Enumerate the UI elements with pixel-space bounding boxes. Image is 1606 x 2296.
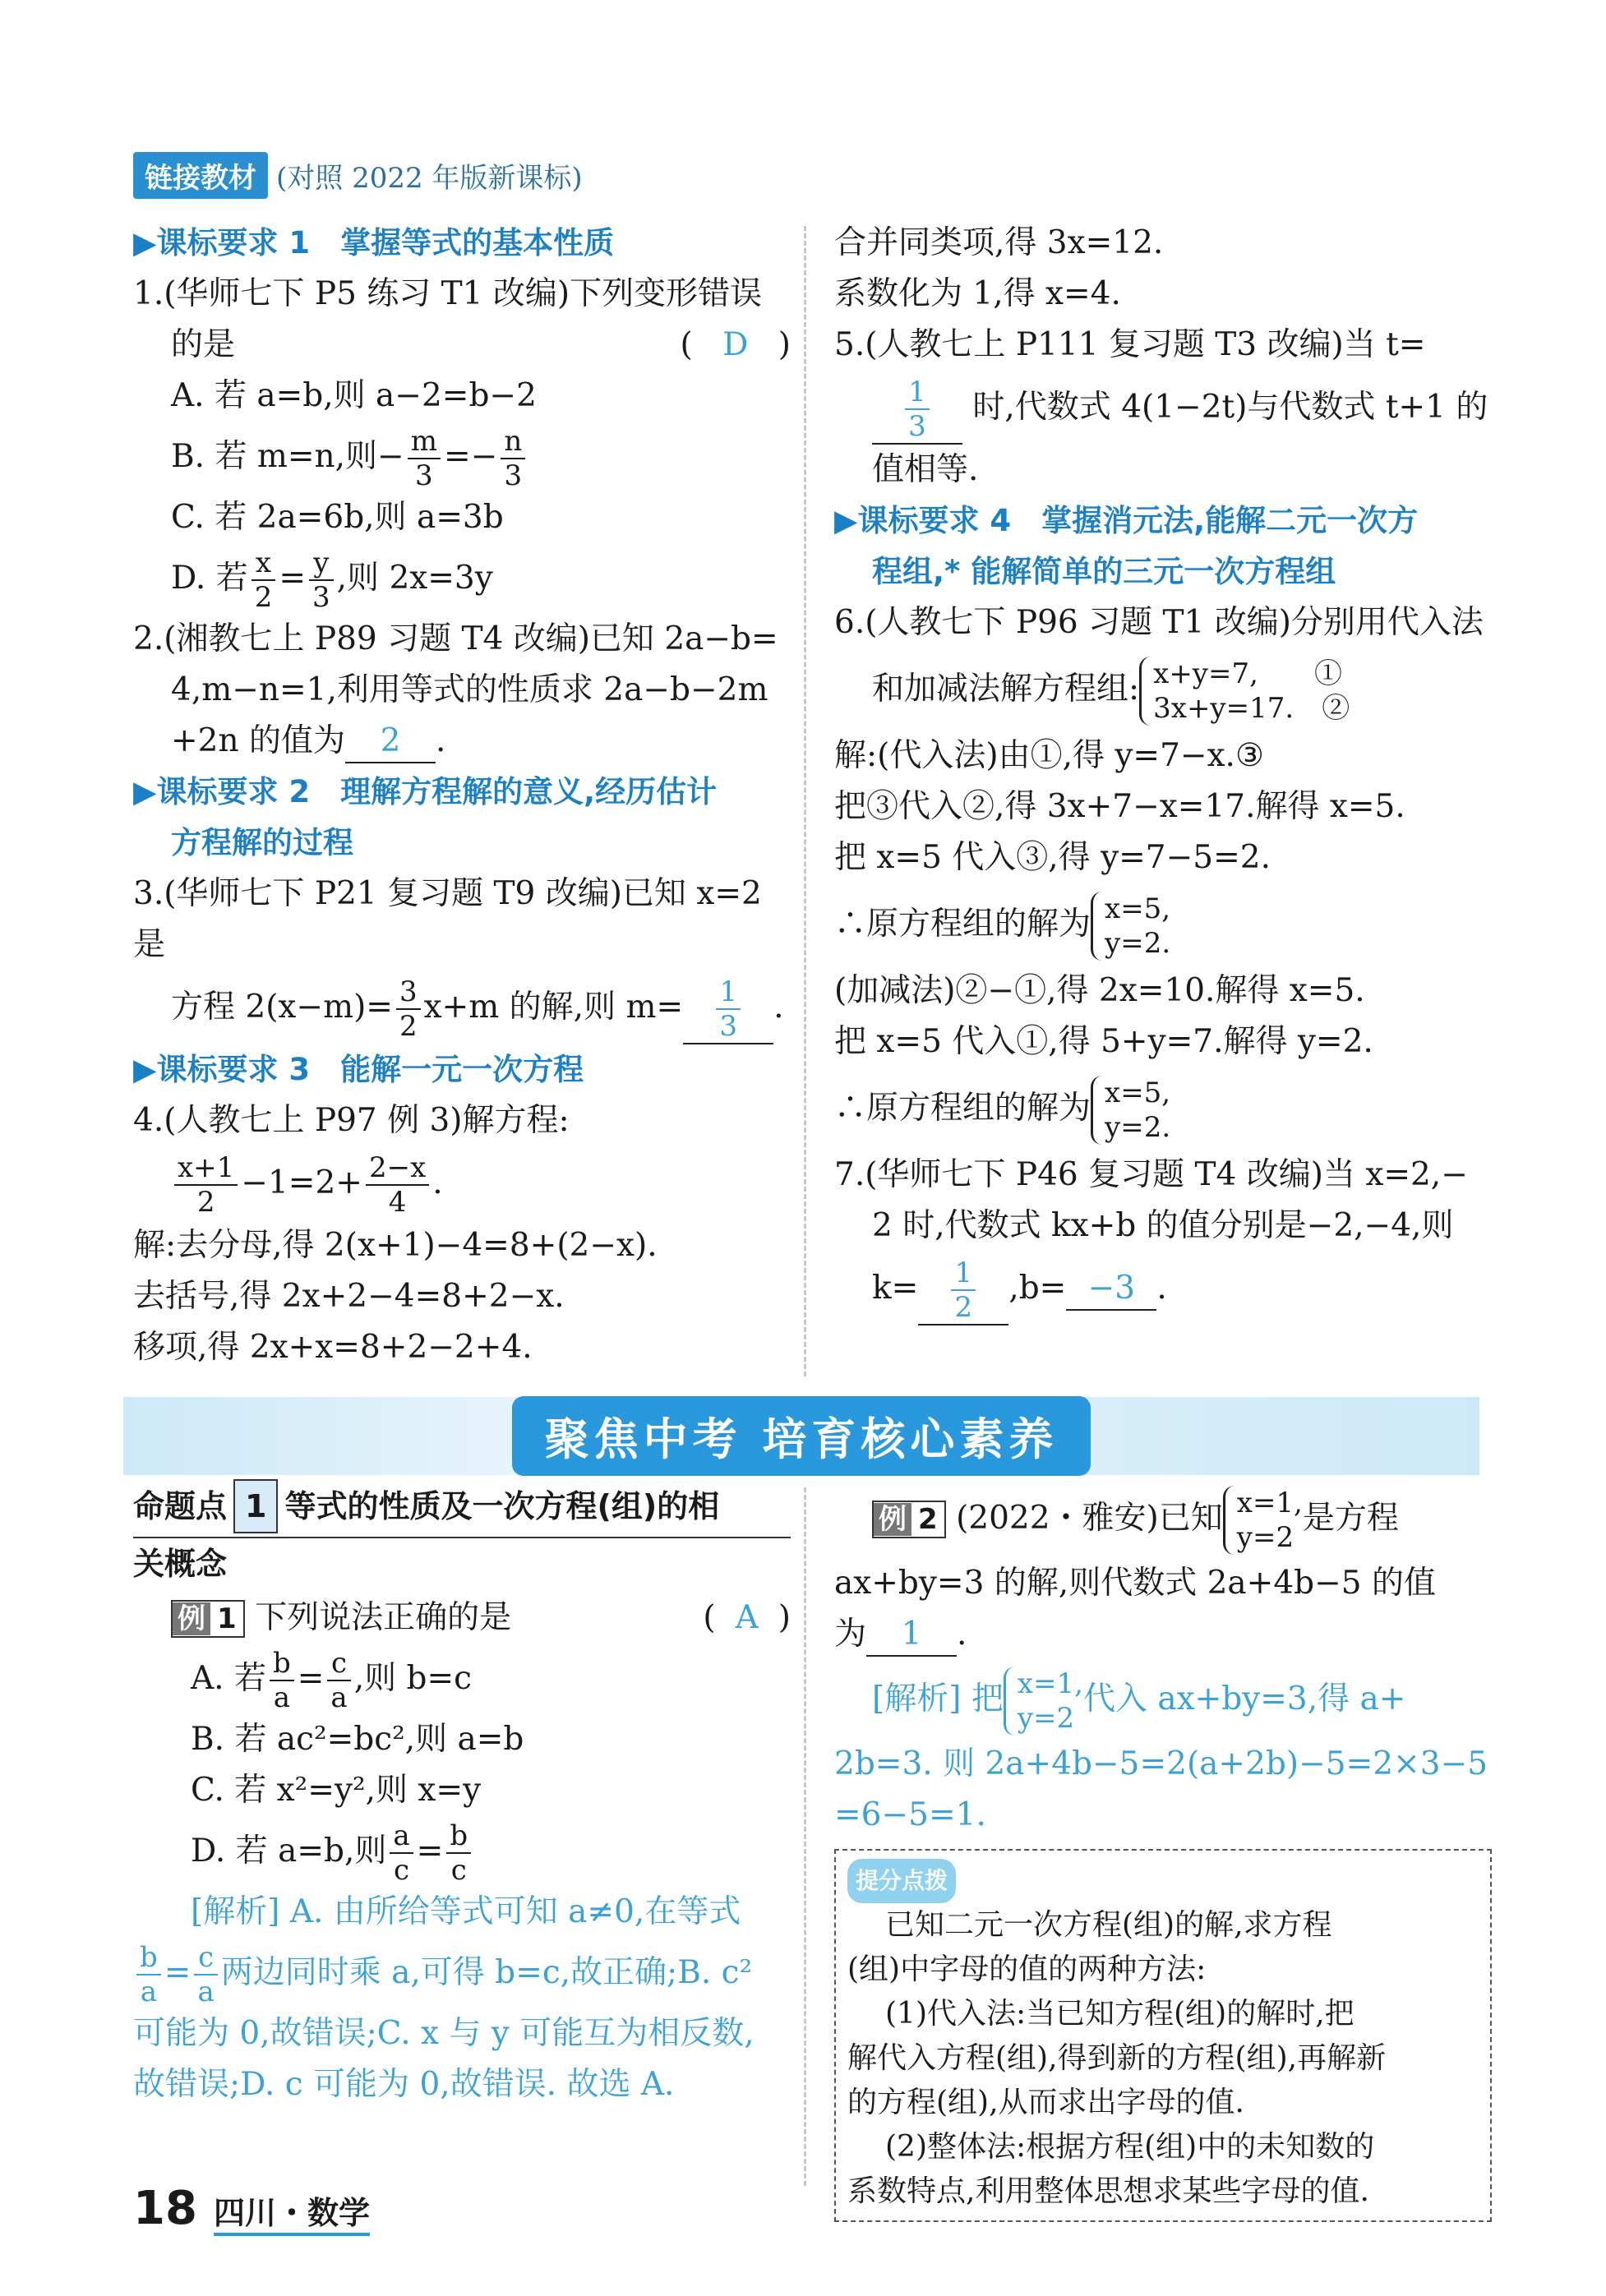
fraction-c-a xyxy=(194,1941,217,2008)
numerator: 3 xyxy=(396,975,421,1010)
option-a-post: ,则 b=c xyxy=(353,1660,472,1697)
example-2-system xyxy=(1223,1486,1303,1555)
denominator: c xyxy=(393,1854,410,1887)
question-2-line-2: 4,m−n=1,利用等式的性质求 2a−b−2m xyxy=(171,671,768,708)
solution-x: x=5, xyxy=(1105,892,1171,925)
question-7-b-answer: −3 xyxy=(1066,1268,1156,1311)
system-x: x=1, xyxy=(1017,1667,1083,1700)
denominator: 3 xyxy=(504,459,523,492)
example-2-text-3: 为 xyxy=(834,1616,867,1653)
solution-y: y=2. xyxy=(1105,927,1171,960)
textbook-link-tag: 链接教材 xyxy=(133,152,268,199)
question-1-stem-text: 的是 xyxy=(171,326,236,363)
example-char: 例 xyxy=(874,1503,911,1536)
numerator: c xyxy=(327,1647,350,1681)
answer-fraction xyxy=(905,376,930,443)
paren-open: ( xyxy=(703,1599,716,1636)
denominator: 4 xyxy=(388,1186,407,1219)
analysis-text: 两边同时乘 a,可得 b=c,故正确;B. c² xyxy=(220,1954,753,1991)
example-1-analysis-line-2 xyxy=(133,1938,791,2008)
question-5-text: 时,代数式 4(1−2t)与代数式 t+1 的 xyxy=(972,389,1488,426)
numerator: a xyxy=(390,1819,413,1854)
example-1-label xyxy=(171,1600,245,1638)
example-1-text: 下列说法正确的是 xyxy=(255,1599,512,1636)
denominator: 2 xyxy=(954,1291,973,1324)
denominator: c xyxy=(450,1854,467,1887)
question-6-line-1: 6.(人教七下 P96 习题 T1 改编)分别用代入法 xyxy=(834,604,1484,641)
denominator: a xyxy=(197,1976,215,2008)
example-2-line-3 xyxy=(834,1609,1492,1660)
tip-title: 提分点拨 xyxy=(847,1859,956,1903)
topic-heading xyxy=(133,1479,791,1538)
example-1-answer: A xyxy=(735,1599,759,1636)
equation-1: x+y=7, ① xyxy=(1153,657,1342,690)
system-x: x=1, xyxy=(1236,1487,1303,1519)
question-5-answer xyxy=(872,376,962,445)
fraction-b-a xyxy=(136,1941,161,2008)
section-banner xyxy=(123,1397,1479,1475)
denominator: 3 xyxy=(312,581,330,614)
denominator: 2 xyxy=(254,581,273,614)
question-4-step-1: 解:去分母,得 2(x+1)−4=8+(2−x). xyxy=(133,1227,658,1264)
answer-fraction xyxy=(716,975,741,1043)
requirement-2-line-2: 方程解的过程 xyxy=(171,825,353,860)
paren-close: ) xyxy=(778,1599,791,1636)
question-6-step-6: 把 x=5 代入①,得 5+y=7.解得 y=2. xyxy=(834,1023,1373,1060)
paren-open: ( xyxy=(680,326,693,363)
example-2-analysis-line-1 xyxy=(834,1660,1492,1739)
numerator: c xyxy=(194,1941,217,1976)
question-6-line-2 xyxy=(834,648,1492,731)
system-y: y=2 xyxy=(1017,1702,1075,1735)
topic-title: 等式的性质及一次方程(组)的相 xyxy=(284,1488,720,1524)
question-7-k-answer xyxy=(918,1256,1008,1326)
numerator: 1 xyxy=(905,376,930,410)
tip-line-7: 系数特点,利用整体思想求某些字母的值. xyxy=(847,2174,1369,2208)
numerator: y xyxy=(309,546,334,581)
right-column xyxy=(834,218,1492,1326)
question-2-line-3 xyxy=(133,716,791,767)
example-2-text-2: 是方程 xyxy=(1302,1500,1399,1537)
question-4-step-4: 合并同类项,得 3x=12. xyxy=(834,224,1164,261)
example-1-analysis-line-3: 可能为 0,故错误;C. x 与 y 可能互为相反数, xyxy=(133,2015,755,2052)
example-1-analysis-line-1: [解析] A. 由所给等式可知 a≠0,在等式 xyxy=(191,1893,741,1930)
tip-line-4: 解代入方程(组),得到新的方程(组),再解新 xyxy=(847,2041,1387,2075)
question-1-option-b xyxy=(133,422,791,492)
equation-mid: −1=2+ xyxy=(241,1164,362,1201)
option-a-prefix: A. 若 xyxy=(191,1660,266,1697)
example-1-option-c: C. 若 x²=y²,则 x=y xyxy=(191,1772,482,1809)
numerator: n xyxy=(501,425,525,459)
analysis-system xyxy=(1004,1667,1083,1736)
equals: = xyxy=(297,1660,325,1697)
numerator: 1 xyxy=(951,1256,976,1291)
equation-system xyxy=(1139,657,1350,726)
paren-close: ) xyxy=(778,326,791,363)
fraction-3-2 xyxy=(396,975,421,1043)
question-7-line-1: 7.(华师七下 P46 复习题 T4 改编)当 x=2,− xyxy=(834,1156,1468,1193)
question-7-line-2: 2 时,代数式 kx+b 的值分别是−2,−4,则 xyxy=(872,1207,1454,1244)
example-1-option-a xyxy=(133,1644,791,1714)
requirement-4-line-2: 程组,* 能解简单的三元一次方程组 xyxy=(872,554,1336,589)
period: . xyxy=(773,989,784,1026)
denominator: 3 xyxy=(415,459,433,492)
solution-text: ∴原方程组的解为 xyxy=(834,1090,1091,1127)
page-subject: 四川・数学 xyxy=(214,2188,370,2236)
example-1-stem xyxy=(133,1593,791,1644)
question-6-step-3: 把 x=5 代入③,得 y=7−5=2. xyxy=(834,839,1271,876)
option-d-prefix: D. 若 xyxy=(171,560,248,597)
numerator: 2−x xyxy=(366,1151,429,1186)
question-3-answer xyxy=(683,975,773,1044)
question-7-line-3 xyxy=(834,1252,1492,1326)
requirement-2-line-1: ▶课标要求 2 理解方程解的意义,经历估计 xyxy=(133,774,718,809)
analysis-prefix: [解析] 把 xyxy=(872,1681,1004,1717)
numerator: 1 xyxy=(716,975,741,1010)
column-divider xyxy=(804,226,806,1376)
fraction-x+1-2 xyxy=(174,1151,238,1219)
question-2-answer: 2 xyxy=(345,721,436,763)
denominator: 3 xyxy=(908,410,926,443)
answer-fraction xyxy=(951,1256,976,1324)
option-b-prefix: B. 若 m=n,则− xyxy=(171,438,404,475)
question-3-text-2: x+m 的解,则 m= xyxy=(423,989,684,1026)
period: . xyxy=(1156,1270,1167,1307)
period: . xyxy=(957,1616,967,1653)
question-1-option-a: A. 若 a=b,则 a−2=b−2 xyxy=(171,377,537,414)
k-label: k= xyxy=(872,1270,919,1307)
question-2-line-1: 2.(湘教七上 P89 习题 T4 改编)已知 2a−b= xyxy=(133,620,778,657)
question-6-step-5: (加减法)②−①,得 2x=10.解得 x=5. xyxy=(834,972,1365,1009)
tip-line-5: 的方程(组),从而求出字母的值. xyxy=(847,2086,1244,2119)
option-b-mid: =− xyxy=(443,438,498,475)
topic-prefix: 命题点 xyxy=(133,1488,228,1524)
question-1-answer-slot xyxy=(680,320,791,371)
option-d-post: ,则 2x=3y xyxy=(336,560,493,597)
example-2-answer: 1 xyxy=(866,1614,957,1657)
fraction-2-x-4 xyxy=(366,1151,429,1219)
question-6-solution-2 xyxy=(834,1067,1492,1150)
denominator: 2 xyxy=(399,1010,418,1043)
question-1-stem-cont xyxy=(133,320,791,371)
question-4-step-3: 移项,得 2x+x=8+2−2+4. xyxy=(133,1329,533,1366)
solution-system xyxy=(1091,892,1170,961)
question-4-line-1: 4.(人教七上 P97 例 3)解方程: xyxy=(133,1102,570,1139)
example-number: 1 xyxy=(217,1602,237,1635)
requirement-3: ▶课标要求 3 能解一元一次方程 xyxy=(133,1052,584,1087)
numerator: x xyxy=(252,546,276,581)
question-5-line-2 xyxy=(834,371,1492,445)
fraction-b-c xyxy=(446,1819,471,1887)
question-1-option-d xyxy=(133,543,791,614)
question-5-line-1: 5.(人教七上 P111 复习题 T3 改编)当 t= xyxy=(834,326,1426,363)
tip-line-1: 已知二元一次方程(组)的解,求方程 xyxy=(885,1908,1332,1942)
example-1-answer-slot xyxy=(703,1593,791,1644)
analysis-text: 代入 ax+by=3,得 a+ xyxy=(1082,1681,1406,1717)
equals: = xyxy=(416,1833,444,1870)
numerator: b xyxy=(446,1819,471,1854)
denominator: a xyxy=(273,1681,290,1714)
example-2-analysis-line-3: =6−5=1. xyxy=(834,1796,986,1833)
textbook-link-note: (对照 2022 年版新课标) xyxy=(276,161,583,195)
system-y: y=2 xyxy=(1236,1521,1294,1554)
question-6-step-2: 把③代入②,得 3x+7−x=17.解得 x=5. xyxy=(834,788,1405,825)
example-2-label xyxy=(872,1501,946,1538)
fraction-y-3 xyxy=(309,546,334,614)
column-divider-bottom xyxy=(804,1487,806,2186)
denominator: a xyxy=(330,1681,348,1714)
fraction-x-2 xyxy=(252,546,276,614)
section-banner-title: 聚焦中考 培育核心素养 xyxy=(512,1396,1091,1476)
example-2-analysis-line-2: 2b=3. 则 2a+4b−5=2(a+2b)−5=2×3−5 xyxy=(834,1745,1488,1782)
page-number: 18 xyxy=(133,2182,197,2235)
fraction-c-a xyxy=(327,1647,350,1714)
denominator: 3 xyxy=(719,1010,737,1043)
solution-y: y=2. xyxy=(1105,1111,1171,1144)
solution-x: x=5, xyxy=(1105,1077,1171,1109)
question-3-line-1: 3.(华师七下 P21 复习题 T9 改编)已知 x=2 是 xyxy=(133,875,762,963)
option-d-mid: = xyxy=(279,560,307,597)
requirement-4-line-1: ▶课标要求 4 掌握消元法,能解二元一次方 xyxy=(834,503,1419,538)
option-d-prefix: D. 若 a=b,则 xyxy=(191,1833,387,1870)
example-char: 例 xyxy=(173,1602,210,1635)
topic-heading-cont: 关概念 xyxy=(133,1546,228,1582)
question-6-step-1: 解:(代入法)由①,得 y=7−x.③ xyxy=(834,737,1264,774)
equation-2: 3x+y=17. ② xyxy=(1153,692,1350,725)
question-4-step-5: 系数化为 1,得 x=4. xyxy=(834,275,1121,312)
question-1-option-c: C. 若 2a=6b,则 a=3b xyxy=(171,499,504,536)
question-4-step-2: 去括号,得 2x+2−4=8+2−x. xyxy=(133,1278,565,1315)
textbook-link-header xyxy=(133,154,583,196)
tip-box xyxy=(834,1849,1492,2222)
period: . xyxy=(432,1164,443,1201)
requirement-1: ▶课标要求 1 掌握等式的基本性质 xyxy=(133,225,615,260)
numerator: m xyxy=(408,425,441,459)
fraction-a-c xyxy=(390,1819,413,1887)
fraction-m-3 xyxy=(408,425,441,492)
question-5-line-3: 值相等. xyxy=(872,451,979,488)
example-2-stem xyxy=(834,1479,1492,1558)
example-1-analysis-line-4: 故错误;D. c 可能为 0,故错误. 故选 A. xyxy=(133,2066,675,2103)
solution-system xyxy=(1091,1076,1170,1145)
numerator: x+1 xyxy=(174,1151,238,1186)
question-3-line-2 xyxy=(133,970,791,1044)
denominator: a xyxy=(140,1976,158,2008)
bottom-left-column xyxy=(133,1479,791,2110)
bottom-right-column xyxy=(834,1479,1492,2222)
solution-text: ∴原方程组的解为 xyxy=(834,906,1091,943)
page-footer xyxy=(133,2182,370,2236)
left-column xyxy=(133,218,791,1373)
topic-number: 1 xyxy=(233,1479,278,1533)
question-1-stem: 1.(华师七下 P5 练习 T1 改编)下列变形错误 xyxy=(133,275,763,312)
tip-line-6: (2)整体法:根据方程(组)中的未知数的 xyxy=(885,2130,1375,2164)
question-6-solution-1 xyxy=(834,883,1492,966)
numerator: b xyxy=(136,1941,161,1976)
question-1-answer: D xyxy=(722,326,749,363)
question-6-text: 和加减法解方程组: xyxy=(872,671,1140,708)
question-2-text: +2n 的值为 xyxy=(171,722,346,759)
denominator: 2 xyxy=(196,1186,215,1219)
b-label: ,b= xyxy=(1008,1270,1067,1307)
question-4-equation xyxy=(133,1146,791,1220)
example-1-option-d xyxy=(133,1816,791,1887)
period: . xyxy=(436,722,446,759)
tip-line-2: (组)中字母的值的两种方法: xyxy=(847,1953,1207,1986)
fraction-b-a xyxy=(270,1647,294,1714)
example-2-text: (2022・雅安)已知 xyxy=(956,1500,1223,1537)
example-number: 2 xyxy=(918,1503,938,1536)
equals: = xyxy=(164,1954,192,1991)
example-2-line-2: ax+by=3 的解,则代数式 2a+4b−5 的值 xyxy=(834,1565,1437,1602)
fraction-n-3 xyxy=(501,425,525,492)
example-1-option-b: B. 若 ac²=bc²,则 a=b xyxy=(191,1721,524,1758)
question-3-text: 方程 2(x−m)= xyxy=(171,989,393,1026)
tip-line-3: (1)代入法:当已知方程(组)的解时,把 xyxy=(885,1997,1354,2031)
numerator: b xyxy=(270,1647,294,1681)
